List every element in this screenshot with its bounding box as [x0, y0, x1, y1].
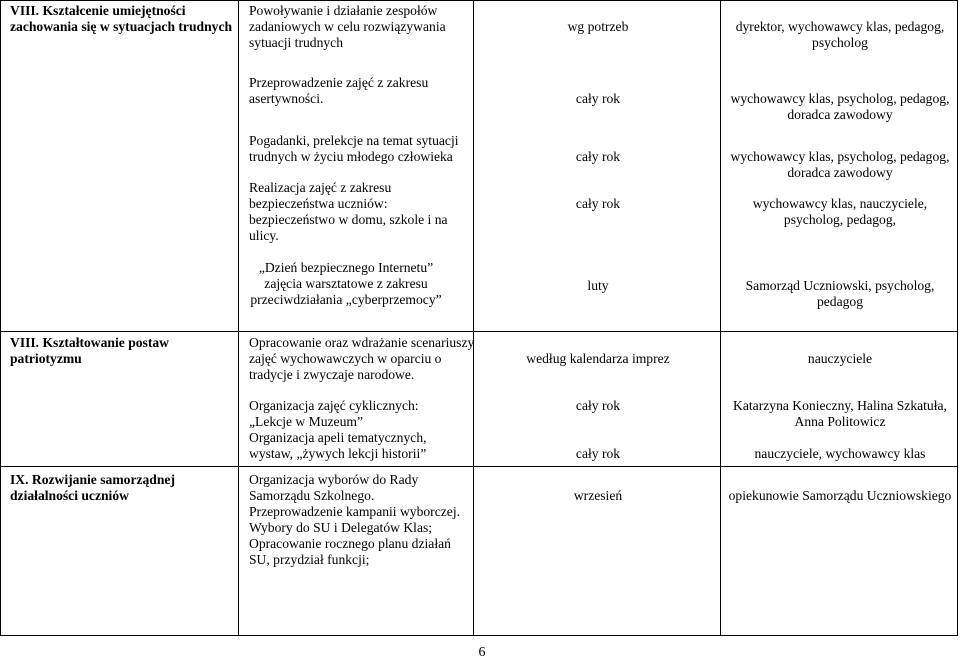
term-cell: wg potrzeb [567, 19, 629, 34]
area-cell: VIII. Kształcenie umiejętności zachowania się w sytuacjach trudnych [10, 3, 233, 34]
activity-cell: Organizacja zajęć cyklicznych: „Lekcje w Muzeum” [249, 398, 419, 429]
term-cell: cały rok [575, 446, 621, 461]
responsible-cell: dyrektor, wychowawcy klas, pedagog, psycholog [735, 19, 945, 50]
term-cell: według kalendarza imprez [526, 351, 670, 366]
row-border [0, 466, 958, 467]
activity-cell: Organizacja apeli tematycznych, wystaw, „żywych lekcji historii” [249, 430, 427, 461]
activity-cell: Powoływanie i działanie zespołów zadaniowych w celu rozwiązywania sytuacji trudnych [249, 3, 446, 50]
column-border [238, 0, 239, 636]
table-top-border [0, 0, 958, 1]
activity-cell: Pogadanki, prelekcje na temat sytuacji trudnych w życiu młodego człowieka [249, 133, 459, 164]
responsible-cell: wychowawcy klas, nauczyciele, psycholog, pedagog, [752, 196, 928, 227]
responsible-cell: nauczyciele, wychowawcy klas [754, 446, 926, 461]
column-border [957, 0, 958, 636]
term-cell: cały rok [575, 149, 621, 164]
activity-cell: Przeprowadzenie zajęć z zakresu asertywności. [249, 75, 429, 106]
table-bottom-border [0, 635, 958, 636]
responsible-cell: wychowawcy klas, psycholog, pedagog, doradca zawodowy [730, 149, 950, 180]
area-cell: VIII. Kształtowanie postaw patriotyzmu [10, 335, 169, 366]
responsible-cell: wychowawcy klas, psycholog, pedagog, doradca zawodowy [730, 91, 950, 122]
responsible-cell: nauczyciele [807, 351, 873, 366]
term-cell: cały rok [575, 398, 621, 413]
term-cell: cały rok [575, 91, 621, 106]
responsible-cell: Samorząd Uczniowski, psycholog, pedagog [745, 278, 935, 309]
column-border [720, 0, 721, 636]
activity-cell: Organizacja wyborów do Rady Samorządu Szkolnego. Przeprowadzenie kampanii wyborczej. Wybory do SU i Delegatów Klas; Opracowanie rocznego planu działań SU, przydział funkcji; [249, 472, 460, 567]
page-number: 6 [478, 645, 486, 660]
column-border [473, 0, 474, 636]
activity-cell: Realizacja zajęć z zakresu bezpieczeństwa uczniów: bezpieczeństwo w domu, szkole i na ulicy. [249, 180, 448, 243]
responsible-cell: Katarzyna Konieczny, Halina Szkatuła, Anna Politowicz [733, 398, 947, 429]
term-cell: wrzesień [573, 488, 623, 503]
term-cell: luty [587, 278, 609, 293]
area-cell: IX. Rozwijanie samorządnej działalności uczniów [10, 472, 175, 503]
column-border [0, 0, 1, 636]
term-cell: cały rok [575, 196, 621, 211]
activity-cell: „Dzień bezpiecznego Internetu” zajęcia warsztatowe z zakresu przeciwdziałania „cyberprzemocy” [250, 260, 442, 307]
row-border [0, 331, 958, 332]
activity-cell: Opracowanie oraz wdrażanie scenariuszy zajęć wychowawczych w oparciu o tradycje i zwyczaje narodowe. [249, 335, 475, 382]
responsible-cell: opiekunowie Samorządu Uczniowskiego [728, 488, 952, 503]
